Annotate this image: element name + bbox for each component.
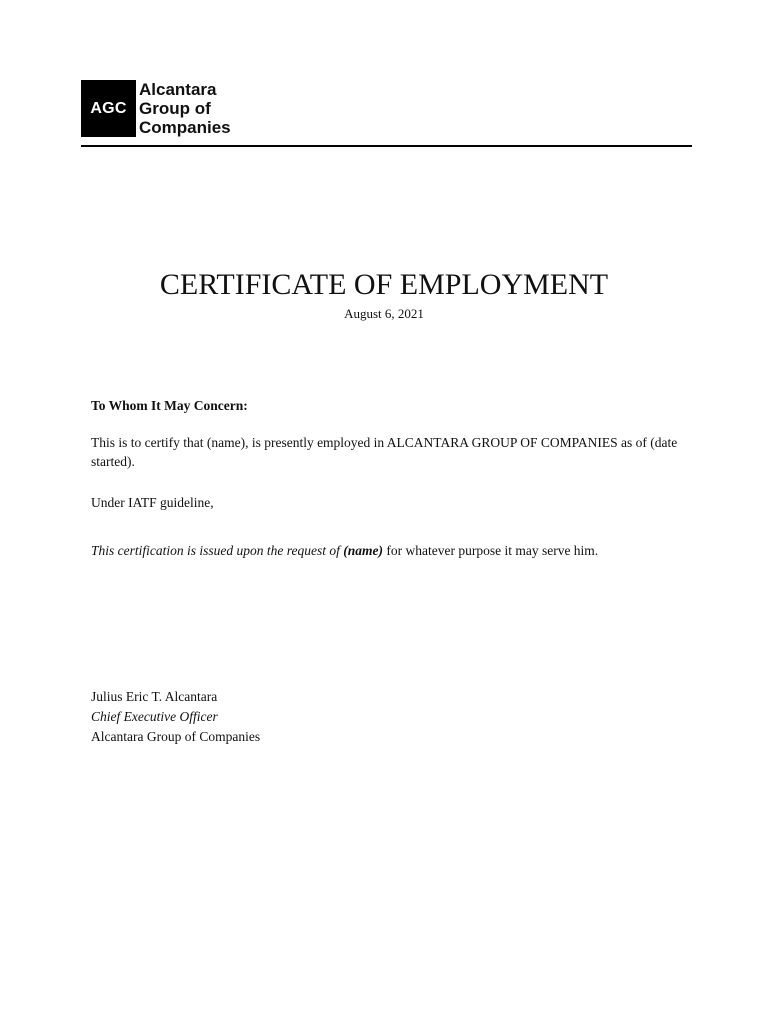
signatory-role: Chief Executive Officer: [91, 709, 218, 724]
request-name: (name): [343, 543, 383, 558]
document-date: August 6, 2021: [344, 306, 424, 321]
request-tail: for whatever purpose it may serve him.: [383, 543, 599, 558]
company-logo: [81, 80, 136, 137]
company-header: [81, 80, 231, 137]
certification-paragraph: This is to certify that (name), is presently employed in ALCANTARA GROUP OF COMPANIES as of (date started).: [91, 435, 678, 469]
signatory-company: Alcantara Group of Companies: [91, 729, 261, 744]
request-paragraph: [91, 541, 691, 560]
company-wordmark: [139, 80, 231, 137]
signatory-name: Julius Eric T. Alcantara: [91, 689, 218, 704]
signature-block: [91, 687, 260, 747]
document-title: CERTIFICATE OF EMPLOYMENT: [159, 268, 609, 301]
wordmark-line-1: Alcantara: [139, 80, 217, 99]
header-divider: [81, 145, 692, 147]
request-lead: This certification is issued upon the request of: [91, 543, 344, 558]
guideline-paragraph: Under IATF guideline,: [91, 495, 214, 510]
salutation: To Whom It May Concern:: [91, 398, 248, 413]
logo-abbreviation: AGC: [90, 99, 127, 117]
wordmark-line-2: Group of: [139, 99, 211, 118]
wordmark-line-3: Companies: [139, 118, 231, 137]
